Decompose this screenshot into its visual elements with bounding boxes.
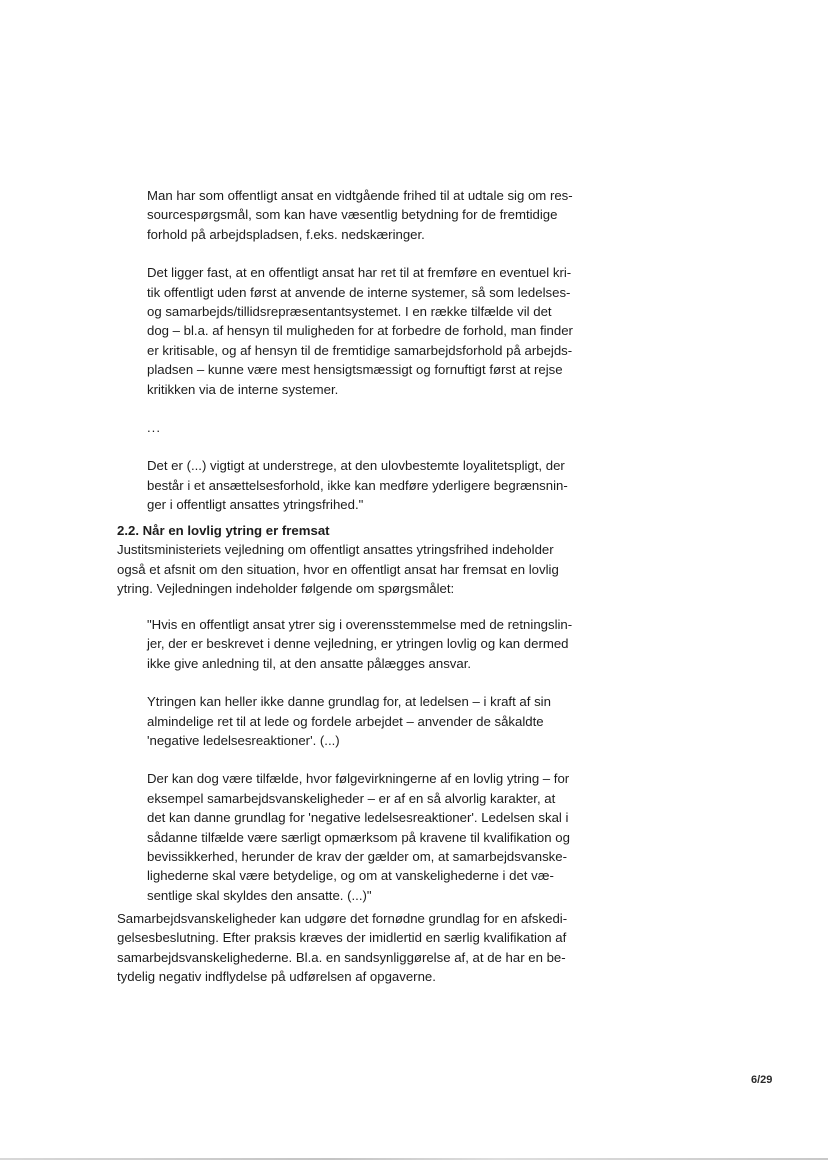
text-line: Der kan dog være tilfælde, hvor følgevirkningerne af en lovlig ytring – for — [147, 771, 570, 787]
text-line: ger i offentligt ansattes ytringsfrihed." — [147, 497, 364, 513]
closing-text — [117, 909, 577, 987]
text-line: ytring. Vejledningen indeholder følgende om spørgsmålet: — [117, 581, 455, 597]
section-intro — [117, 540, 577, 598]
text-line: også et afsnit om den situation, hvor en offentligt ansat har fremsat en lovlig — [117, 561, 559, 577]
text-line: Samarbejdsvanskeligheder kan udgøre det fornødne grundlag for en afskedi- — [117, 911, 568, 926]
omission-ellipsis: ... — [147, 420, 161, 436]
text-line: almindelige ret til at lede og fordele arbejdet – anvender de såkaldte — [147, 713, 544, 729]
text-line: sourcespørgsmål, som kan have væsentlig betydning for de fremtidige — [147, 207, 558, 223]
text-line: jer, der er beskrevet i denne vejledning, er ytringen lovlig og kan dermed — [147, 636, 569, 652]
closing-paragraph — [117, 909, 577, 1006]
quote1-paragraph-2 — [147, 263, 587, 399]
text-line: og samarbejds/tillidsrepræsentantsystemet. I en række tilfælde vil det — [147, 304, 552, 320]
text-line: ikke give anledning til, at den ansatte pålægges ansvar. — [147, 655, 472, 671]
text-line: gelsesbeslutning. Efter praksis kræves der imidlertid en særlig kvalifikation af — [117, 930, 567, 946]
text-line: sådanne tilfælde være særligt opmærksom på kravene til kvalifikation og — [147, 829, 570, 845]
text-line: bevissikkerhed, herunder de krav der gælder om, at samarbejdsvanske- — [147, 849, 568, 865]
text-line: samarbejdsvanskelighederne. Bl.a. en sandsynliggørelse af, at de har en be- — [117, 949, 566, 965]
section-heading: 2.2. Når en lovlig ytring er fremsat — [117, 523, 330, 538]
page-number: 6/29 — [751, 1074, 773, 1086]
bottom-scan-edge — [0, 1158, 828, 1160]
text-line: forhold på arbejdspladsen, f.eks. nedskæringer. — [147, 226, 425, 242]
text-line: "Hvis en offentligt ansat ytrer sig i overensstemmelse med de retningslin- — [147, 617, 573, 632]
text-line: eksempel samarbejdsvanskeligheder – er af en så alvorlig karakter, at — [147, 790, 556, 806]
text-line: kritikken via de interne systemer. — [147, 381, 339, 397]
text-line: 'negative ledelsesreaktioner'. (...) — [147, 733, 340, 749]
text-line: Justitsministeriets vejledning om offentligt ansattes ytringsfrihed indeholder — [117, 542, 554, 558]
text-line: dog – bl.a. af hensyn til muligheden for at forbedre de forhold, man finder — [147, 323, 573, 339]
quote1-paragraph-1 — [147, 186, 587, 244]
text-line: sentlige skal skyldes den ansatte. (...)" — [147, 887, 372, 903]
text-line: Man har som offentligt ansat en vidtgående frihed til at udtale sig om res- — [147, 188, 573, 203]
quote2-paragraph-3 — [147, 769, 587, 905]
text-line: tydelig negativ indflydelse på udførelsen af opgaverne. — [117, 969, 436, 985]
text-line: pladsen – kunne være mest hensigtsmæssigt og fornuftigt først at rejse — [147, 362, 563, 378]
text-line: består i et ansættelsesforhold, ikke kan medføre yderligere begrænsnin- — [147, 477, 568, 493]
text-line: det kan danne grundlag for 'negative ledelsesreaktioner'. Ledelsen skal i — [147, 810, 569, 826]
text-line: Det er (...) vigtigt at understrege, at den ulovbestemte loyalitetspligt, der — [147, 458, 565, 474]
text-line: Ytringen kan heller ikke danne grundlag for, at ledelsen – i kraft af sin — [147, 694, 551, 710]
text-line: tik offentligt uden først at anvende de interne systemer, så som ledelses- — [147, 284, 571, 300]
quote-block-2 — [147, 615, 587, 924]
quote2-paragraph-2 — [147, 692, 587, 750]
text-line: er kritisable, og af hensyn til de fremtidige samarbejdsforhold på arbejds- — [147, 342, 573, 358]
quote2-paragraph-1 — [147, 615, 587, 673]
quote1-paragraph-3 — [147, 456, 587, 514]
text-line: lighederne skal være betydelige, og om at vanskelighederne i det væ- — [147, 868, 554, 884]
quote-block-1 — [147, 186, 587, 534]
section-2-2 — [117, 521, 577, 618]
text-line: Det ligger fast, at en offentligt ansat har ret til at fremføre en eventuel kri- — [147, 265, 572, 281]
